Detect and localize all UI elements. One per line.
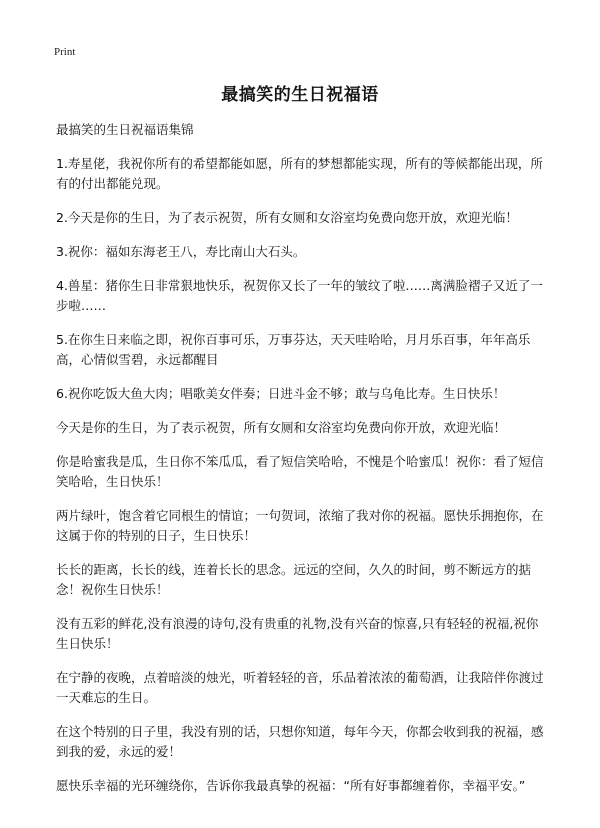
paragraph-11: 没有五彩的鲜花,没有浪漫的诗句,没有贵重的礼物,没有兴奋的惊喜,只有轻轻的祝福,祝你生日快乐！ [56,616,539,651]
paragraph-3: 3.祝你：福如东海老王八，寿比南山大石头。 [56,244,306,259]
paragraph-9: 两片绿叶，饱含着它同根生的情谊；一句贺词，浓缩了我对你的祝福。愿快乐拥抱你，在这属于你的特别的日子，生日快乐！ [56,508,544,543]
paragraph-8: 你是哈蜜我是瓜，生日你不笨瓜瓜，看了短信笑哈哈，不愧是个哈蜜瓜！祝你：看了短信笑哈哈，生日快乐！ [56,454,544,489]
paragraph-4: 4.兽星：猪你生日非常狠地快乐，祝贺你又长了一年的皱纹了啦……离满脸褶子又近了一步啦…… [56,278,543,313]
paragraph-13: 在这个特别的日子里，我没有别的话，只想你知道，每年今天，你都会收到我的祝福，感到我的爱，永远的爱！ [56,724,544,759]
article-subtitle: 最搞笑的生日祝福语集锦 [56,122,194,137]
paragraph-2: 2.今天是你的生日，为了表示祝贺，所有女厕和女浴室均免费向您开放，欢迎光临！ [56,210,518,225]
paragraph-5: 5.在你生日来临之即，祝你百事可乐，万事芬达，天天哇哈哈，月月乐百事，年年高乐高，心情似雪碧，永远都醒目 [56,332,531,367]
paragraph-7: 今天是你的生日，为了表示祝贺，所有女厕和女浴室均免费向你开放，欢迎光临！ [56,420,507,435]
paragraph-12: 在宁静的夜晚，点着暗淡的烛光，听着轻轻的音，乐品着浓浓的葡萄酒，让我陪伴你渡过一天难忘的生日。 [56,670,544,705]
paragraph-6: 6.祝你吃饭大鱼大肉；唱歌美女伴奏；日进斗金不够；敢与乌龟比寿。生日快乐！ [56,386,506,401]
print-link[interactable]: Print [54,46,76,58]
article-body [56,120,550,810]
paragraph-14: 愿快乐幸福的光环缠绕你，告诉你我最真挚的祝福：“所有好事都缠着你，幸福平安。” [56,778,526,793]
paragraph-1: 1.寿星佬，我祝你所有的希望都能如愿，所有的梦想都能实现，所有的等候都能出现，所有的付出都能兑现。 [56,156,543,191]
paragraph-10: 长长的距离，长长的线，连着长长的思念。远远的空间，久久的时间，剪不断远方的掂念！祝你生日快乐！ [56,562,532,597]
page-title: 最搞笑的生日祝福语 [221,85,379,105]
